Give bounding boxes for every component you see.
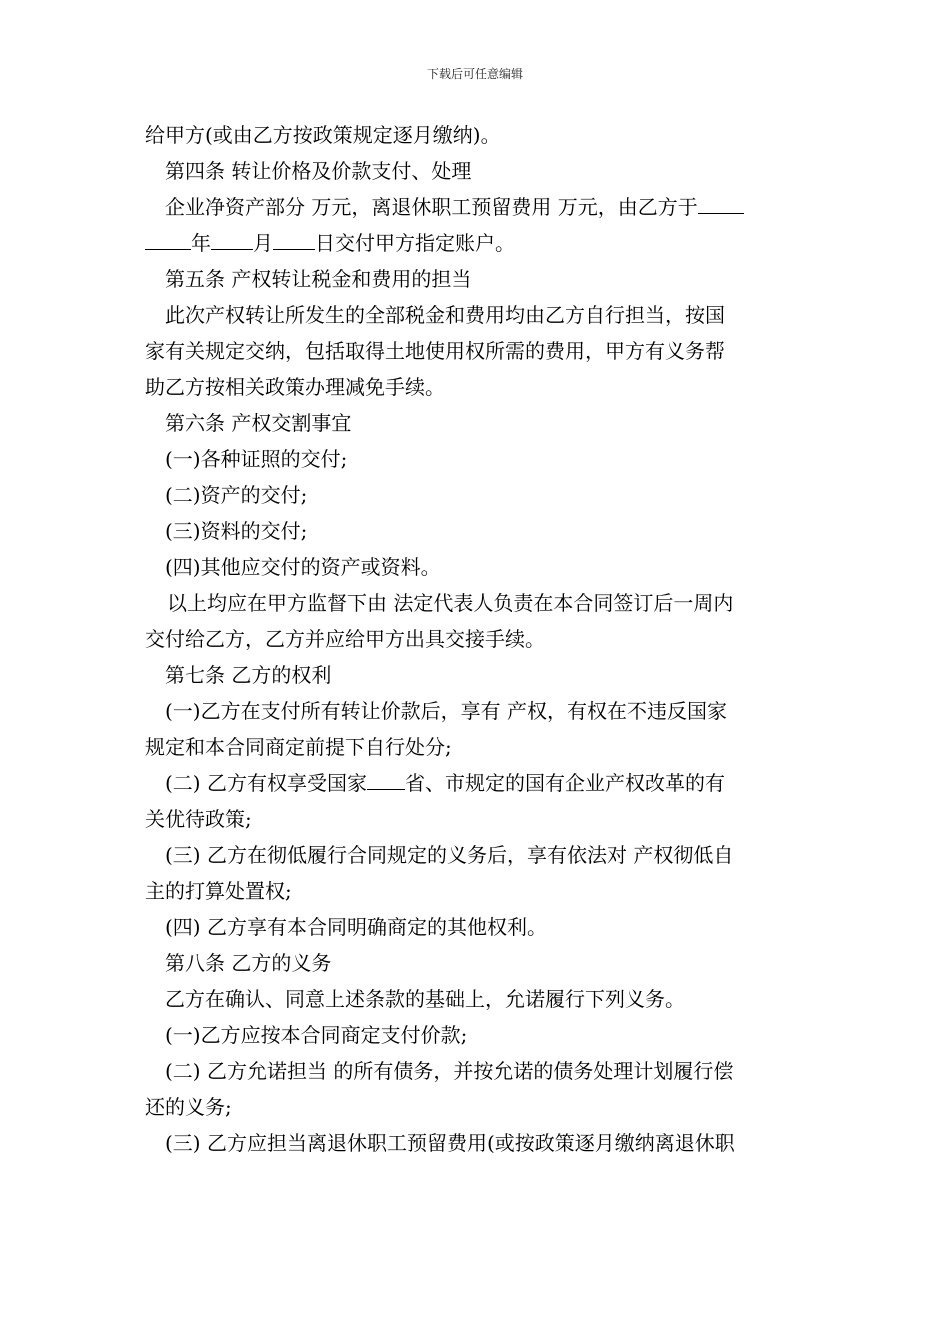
document-body [145, 117, 810, 1161]
list-item: (三) 乙方应担当离退休职工预留费用(或按政策逐月缴纳离退休职 [165, 1131, 735, 1155]
fill-in-blank [145, 231, 191, 250]
fill-in-blank [367, 771, 405, 790]
paragraph-line [145, 189, 810, 225]
list-item: (二)资产的交付; [165, 483, 308, 507]
fill-in-blank [698, 195, 744, 214]
list-item: (三)资料的交付; [165, 519, 308, 543]
paragraph-text: 企业净资产部分 万元，离退休职工预留费用 万元，由乙方于 [165, 195, 698, 219]
list-item: (一)乙方应按本合同商定支付价款; [165, 1023, 468, 1047]
paragraph-line: 此次产权转让所发生的全部税金和费用均由乙方自行担当，按国 [165, 303, 725, 327]
paragraph-text: (二) 乙方有权享受国家 [165, 771, 367, 795]
paragraph-line: 关优待政策; [145, 807, 252, 831]
article-8-heading: 第八条 乙方的义务 [165, 951, 332, 975]
paragraph-text: 年 [191, 231, 211, 255]
list-item: (四) 乙方享有本合同明确商定的其他权利。 [165, 915, 547, 939]
paragraph-line: 以上均应在甲方监督下由 法定代表人负责在本合同签订后一周内 [167, 591, 734, 615]
paragraph-text: 月 [253, 231, 273, 255]
paragraph-text: 省、市规定的国有企业产权改革的有 [404, 771, 725, 795]
article-4-heading: 第四条 转让价格及价款支付、处理 [165, 159, 472, 183]
list-item: (二) 乙方允诺担当 的所有债务，并按允诺的债务处理计划履行偿 [165, 1059, 734, 1083]
list-item: (四)其他应交付的资产或资料。 [165, 555, 441, 579]
article-7-heading: 第七条 乙方的权利 [165, 663, 332, 687]
paragraph-line: 还的义务; [145, 1095, 232, 1119]
list-item: (三) 乙方在彻低履行合同规定的义务后，享有依法对 产权彻低自 [165, 843, 734, 867]
page-header: 下载后可任意编辑 [426, 67, 523, 81]
paragraph-text: 日交付甲方指定账户。 [315, 231, 515, 255]
list-item: (一)各种证照的交付; [165, 447, 348, 471]
article-5-heading: 第五条 产权转让税金和费用的担当 [165, 267, 472, 291]
paragraph-line [145, 225, 810, 261]
paragraph-line: 乙方在确认、同意上述条款的基础上，允诺履行下列义务。 [165, 987, 685, 1011]
paragraph-line: 规定和本合同商定前提下自行处分; [145, 735, 452, 759]
paragraph-line: 给甲方(或由乙方按政策规定逐月缴纳)。 [145, 123, 501, 147]
paragraph-line: 家有关规定交纳，包括取得土地使用权所需的费用，甲方有义务帮 [145, 339, 725, 363]
article-6-heading: 第六条 产权交割事宜 [165, 411, 352, 435]
paragraph-line: 助乙方按相关政策办理减免手续。 [145, 375, 445, 399]
list-item: (一)乙方在支付所有转让价款后，享有 产权，有权在不违反国家 [165, 699, 727, 723]
paragraph-line: 交付给乙方，乙方并应给甲方出具交接手续。 [145, 627, 545, 651]
fill-in-blank [273, 231, 315, 250]
paragraph-line: 主的打算处置权; [145, 879, 292, 903]
list-item [145, 765, 810, 801]
fill-in-blank [211, 231, 253, 250]
